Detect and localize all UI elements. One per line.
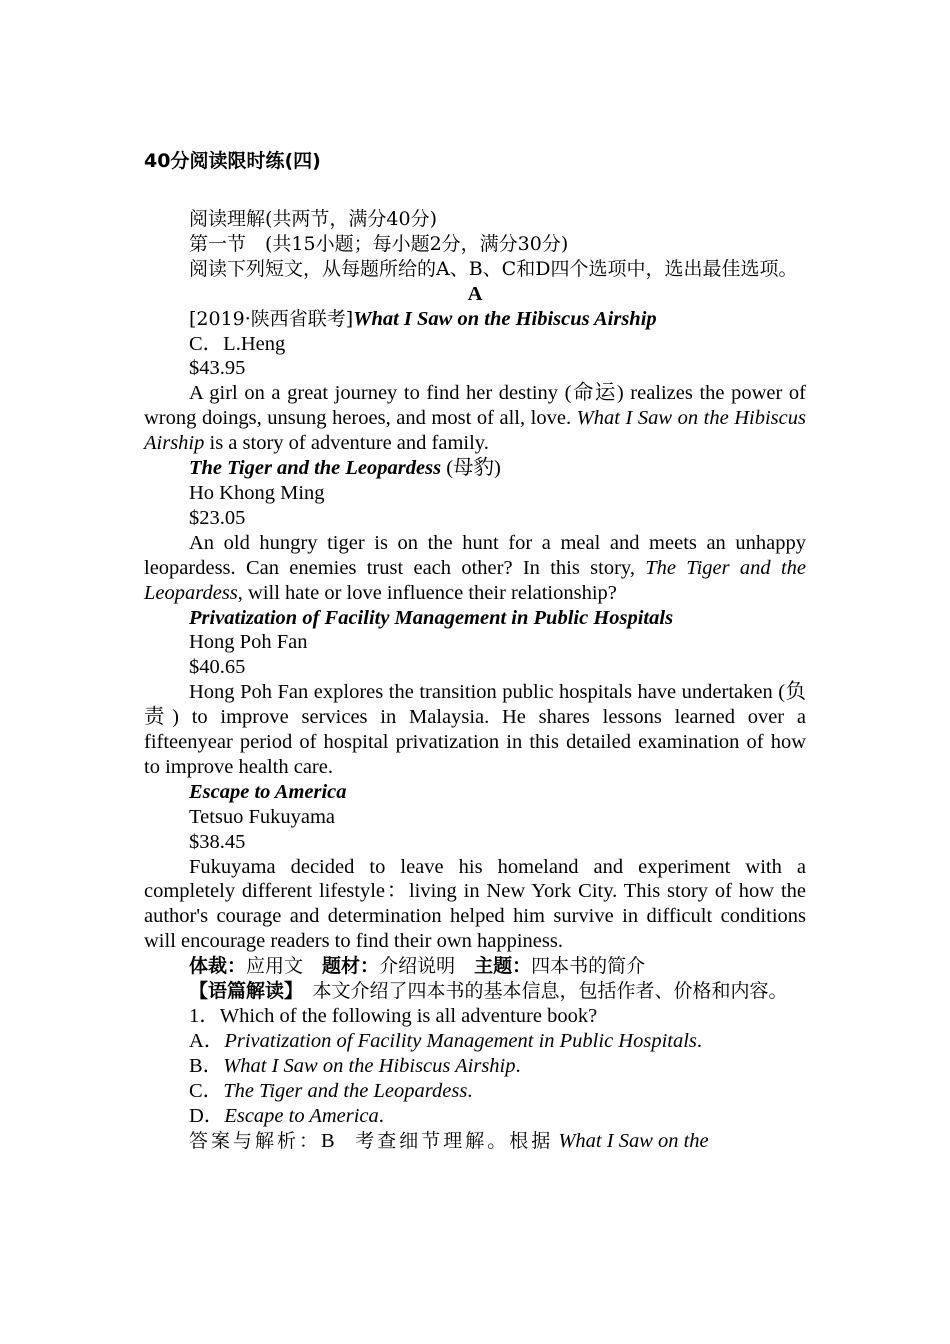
passage-analysis: 【语篇解读】 本文介绍了四本书的基本信息，包括作者、价格和内容。: [189, 980, 788, 1003]
option-a: A．Privatization of Facility Management in Public Hospitals.: [189, 1029, 703, 1052]
book-title: What I Saw on the Hibiscus Airship: [353, 307, 657, 330]
book-2-title-line: [144, 456, 806, 481]
book-description: An old hungry tiger is on the hunt for a meal and meets an unhappy leopardess. Can enemies trust each other? In this story, The Tiger and the Leopardess, will hate or love influence their relationship?: [144, 531, 806, 604]
document-body: [144, 207, 806, 1153]
page-title: 40分阅读限时练(四): [144, 150, 321, 172]
section-header: 阅读理解(共两节，满分40分): [189, 208, 438, 230]
answer-label: 答案与解析：: [189, 1129, 322, 1152]
part-header: 第一节 (共15小题；每小题2分，满分30分): [189, 232, 569, 255]
book-price: $38.45: [189, 830, 246, 853]
book-author: Tetsuo Fukuyama: [189, 805, 336, 828]
book-title: Privatization of Facility Management in Public Hospitals: [189, 606, 674, 629]
answer-explanation: 答案与解析：B 考查细节理解。根据 What I Saw on the: [189, 1129, 709, 1152]
answer-choice: B: [321, 1129, 335, 1152]
book-author: Hong Poh Fan: [189, 631, 308, 654]
option-c: C．The Tiger and the Leopardess.: [189, 1079, 473, 1102]
book-description: A girl on a great journey to find her destiny (命运) realizes the power of wrong doings, unsung heroes, and most of all, love. What I Saw on the Hibiscus Airship is a story of adventure and family.: [144, 382, 806, 455]
option-b: B．What I Saw on the Hibiscus Airship.: [189, 1054, 521, 1077]
option-d: D．Escape to America.: [189, 1104, 384, 1127]
instructions: 阅读下列短文，从每题所给的A、B、C和D四个选项中，选出最佳选项。: [189, 257, 798, 280]
genre-topic-line: 体裁：应用文 题材：介绍说明 主题：四本书的简介: [189, 955, 646, 978]
book-price: $40.65: [189, 656, 246, 679]
question-stem: 1．Which of the following is all adventure book?: [189, 1005, 598, 1027]
title-note: (母豹): [441, 457, 501, 480]
book-title: Escape to America: [189, 780, 347, 803]
passage-label: A: [467, 282, 483, 305]
source-tag: [2019·陕西省联考]: [189, 307, 354, 330]
book-author: Ho Khong Ming: [189, 481, 325, 504]
book-description: Hong Poh Fan explores the transition public hospitals have undertaken (负责) to improve services in Malaysia. He shares lessons learned over a fifteenyear period of hospital privatization in this detailed examination of how to improve health care.: [144, 681, 806, 778]
book-price: $43.95: [189, 357, 246, 380]
book-price: $23.05: [189, 506, 246, 529]
book-title: The Tiger and the Leopardess: [189, 457, 442, 480]
book-1-title-line: [144, 307, 806, 332]
book-author: C．L.Heng: [189, 332, 286, 355]
book-description: Fukuyama decided to leave his homeland and experiment with a completely different lifestyle：living in New York City. This story of how the author's courage and determination helped him survive in difficult conditions will encourage readers to find their own happiness.: [144, 855, 806, 953]
